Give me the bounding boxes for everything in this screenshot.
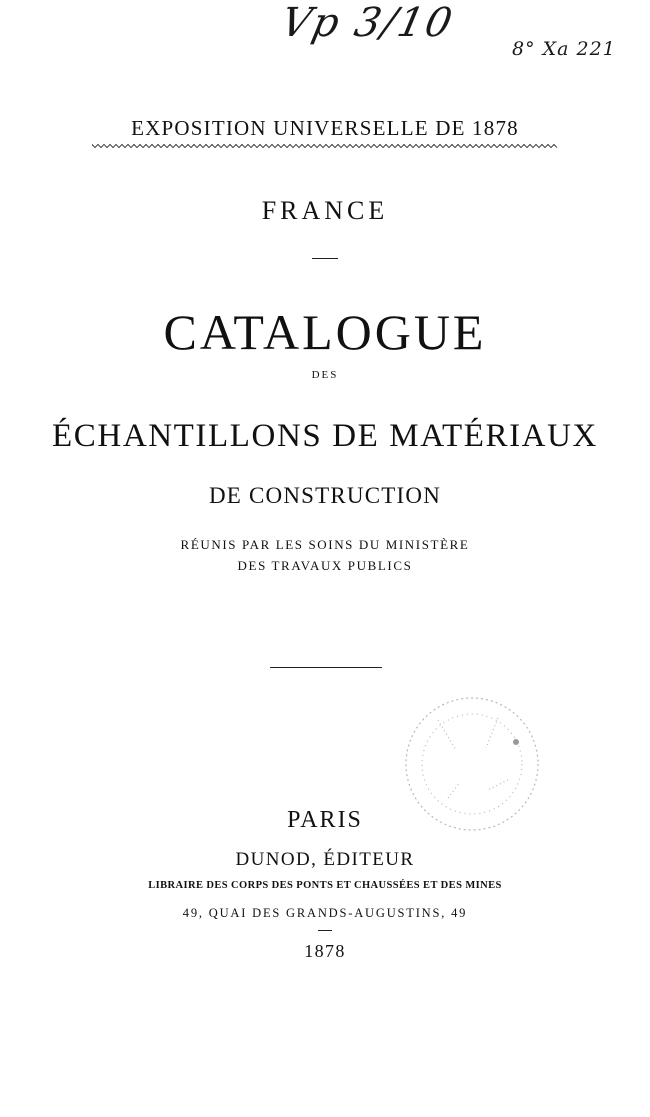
- imprint-city: PARIS: [287, 807, 363, 833]
- country-heading: FRANCE: [261, 196, 389, 225]
- imprint-publisher: DUNOD, ÉDITEUR: [235, 849, 415, 870]
- subtitle-line-2: DES TRAVAUX PUBLICS: [237, 558, 413, 573]
- exhibition-heading: EXPOSITION UNIVERSELLE DE 1878: [131, 116, 519, 140]
- divider-dash: [312, 258, 338, 259]
- wavy-rule: [92, 143, 558, 149]
- title-line-1: ÉCHANTILLONS DE MATÉRIAUX: [52, 418, 598, 454]
- title-line-2: DE CONSTRUCTION: [208, 483, 442, 508]
- page-title: CATALOGUE: [163, 304, 487, 360]
- handwritten-shelfmark: Vp 3/10: [277, 0, 458, 46]
- imprint-bookseller: LIBRAIRE DES CORPS DES PONTS ET CHAUSSÉES ET DES MINES: [148, 880, 502, 891]
- subtitle-line-1: RÉUNIS PAR LES SOINS DU MINISTÈRE: [180, 537, 470, 552]
- divider-dash-bottom: [318, 930, 332, 931]
- imprint-address: 49, QUAI DES GRANDS-AUGUSTINS, 49: [182, 906, 468, 920]
- title-connector: DES: [311, 369, 339, 381]
- imprint-year: 1878: [304, 941, 346, 961]
- divider-rule: [270, 667, 382, 668]
- handwritten-call-number: 8° Xa 221: [512, 38, 616, 60]
